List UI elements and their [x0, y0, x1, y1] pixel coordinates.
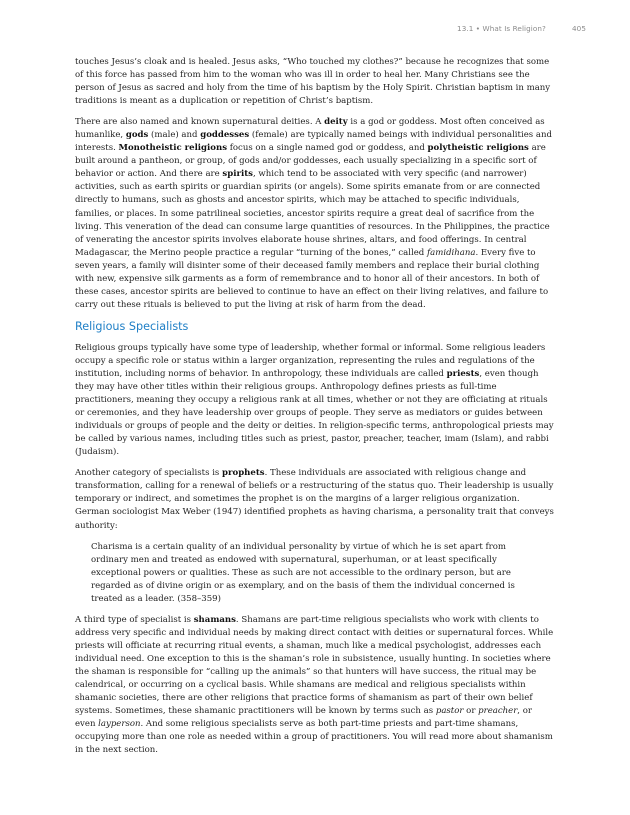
- paragraph-deities: [75, 116, 555, 312]
- paragraph-shamans: [75, 614, 555, 758]
- running-header-section: 13.1 • What Is Religion?: [457, 24, 546, 33]
- text-run: , even though they may have other titles within their religious groups. Anthropology defines priests as full-time practitioners, meaning they occupy a religious rank at all times, whether or not they are officiating at rituals or ceremonies, and they have leadership over groups of people. They serve as mediators or guides between individuals or groups of people and the deity or deities. In religion-specific terms, anthropological priests may be called by various names, including titles such as priest, pastor, preacher, teacher, imam (Islam), and rabbi (Judaism).: [75, 368, 554, 458]
- key-term-polytheistic-religions: polytheistic religions: [427, 143, 529, 154]
- text-run: . Shamans are part-time religious specialists who work with clients to address very specific and individual needs by making direct contact with deities or supernatural forces. While priests will officiate at recurring ritual events, a shaman, much like a medical psychologist, addresses each individual need. One exception to this is the shaman’s role in subsistence, usually hunting. In societies where the shaman is responsible for “calling up the animals” so that hunters will have success, the ritual may be calendrical, or occurring on a cyclical basis. While shamans are medical and religious specialists within shamanic societies, there are other religions that practice forms of shamanism as part of their own belief systems. Sometimes, these shamanic practitioners will be known by terms such as: [75, 614, 554, 717]
- italic-term-layperson: layperson: [98, 719, 141, 730]
- text-run: There are also named and known supernatural deities. A: [75, 117, 325, 128]
- paragraph-prophets: [75, 467, 555, 532]
- text-run: (female) are typically named beings with individual personalities and interests.: [75, 130, 552, 154]
- text-run: , or even: [75, 706, 532, 730]
- key-term-goddesses: goddesses: [200, 130, 250, 141]
- text-run: . These individuals are associated with religious change and transformation, calling for a renewal of beliefs or a restructuring of the status quo. Their leadership is usually temporary or indirect, and sometimes the prophet is on the margins of a larger religious organization. German sociologist Max Weber (1947) identified prophets as having charisma, a personality trait that conveys authority:: [75, 468, 554, 531]
- key-term-gods: gods: [125, 130, 149, 141]
- key-term-spirits: spirits: [222, 169, 253, 180]
- italic-term-preacher: preacher: [478, 706, 518, 717]
- text-run: Another category of specialists is: [75, 468, 223, 479]
- text-run: , which tend to be associated with very specific (and narrower) activities, such as earth spirits or guardian spirits (or angels). Some spirits emanate from or are connected directly to humans, such as ghosts and ancestor spirits, which may be attached to specific individuals, families, or places. In some patrilineal societies, ancestor spirits require a great deal of sacrifice from the living. This veneration of the dead can consume large quantities of resources. In the Philippines, the practice of venerating the ancestor spirits involves elaborate house shrines, altars, and food offerings. In central Madagascar, the Merino people practice a regular “turning of the bones,” called: [75, 169, 550, 258]
- text-run: A third type of specialist is: [75, 614, 194, 625]
- text-run: are built around a pantheon, or group, of gods and/or goddesses, each usually specializing in a specific sort of behavior or action. And there are: [75, 143, 546, 180]
- running-header: [457, 24, 586, 33]
- text-run: . And some religious specialists serve as both part-time priests and part-time shamans, occupying more than one role as needed within a group of practitioners. You will read more about shamanism in the next section.: [75, 719, 553, 756]
- text-run: focus on a single named god or goddess, and: [227, 143, 428, 154]
- italic-term-famidihana: famidihana: [426, 247, 476, 258]
- page-number: 405: [571, 24, 586, 33]
- body-text: [75, 56, 555, 765]
- text-run: or: [463, 706, 479, 717]
- key-term-monotheistic-religions: Monotheistic religions: [118, 143, 228, 154]
- key-term-deity: deity: [324, 117, 348, 128]
- key-term-prophets: prophets: [222, 468, 265, 479]
- section-heading: Religious Specialists: [75, 319, 189, 333]
- paragraph-continued: [75, 56, 555, 108]
- italic-term-pastor: pastor: [435, 706, 464, 717]
- block-quote: [91, 541, 539, 606]
- paragraph-text: touches Jesus’s cloak and is healed. Jesus asks, “Who touched my clothes?” because he recognizes that some of this force has passed from him to the woman who was ill in order to heal her. Many Christians see the person of Jesus as sacred and holy from the time of his baptism by the Holy Spirit. Christian baptism in many traditions is meant as a duplication or repetition of Christ’s baptism.: [75, 57, 551, 107]
- text-run: . Every five to seven years, a family will disinter some of their deceased family members and replace their burial clothing with new, expensive silk garments as a form of remembrance and to honor all of their ancestors. In both of these cases, ancestor spirits are believed to continue to have an effect on their living relatives, and failure to carry out these rituals is believed to put the living at risk of harm from the dead.: [75, 247, 549, 310]
- text-run: (male) and: [148, 130, 201, 141]
- text-run: is a god or goddess. Most often conceived as humanlike,: [75, 117, 545, 141]
- key-term-priests: priests: [446, 368, 480, 379]
- quote-text: Charisma is a certain quality of an individual personality by virtue of which he is set apart from ordinary men and treated as endowed with supernatural, superhuman, or at least specifically exceptional powers or qualities. These as such are not accessible to the ordinary person, but are regarded as of divine origin or as exemplary, and on the basis of them the individual concerned is treated as a leader. (358–359): [91, 541, 515, 604]
- key-term-shamans: shamans: [193, 614, 236, 625]
- text-run: Religious groups typically have some type of leadership, whether formal or informal. Some religious leaders occupy a specific role or status within a larger organization, representing the rules and regulations of the institution, including norms of behavior. In anthropology, these individuals are called: [75, 342, 546, 379]
- paragraph-priests: [75, 342, 555, 459]
